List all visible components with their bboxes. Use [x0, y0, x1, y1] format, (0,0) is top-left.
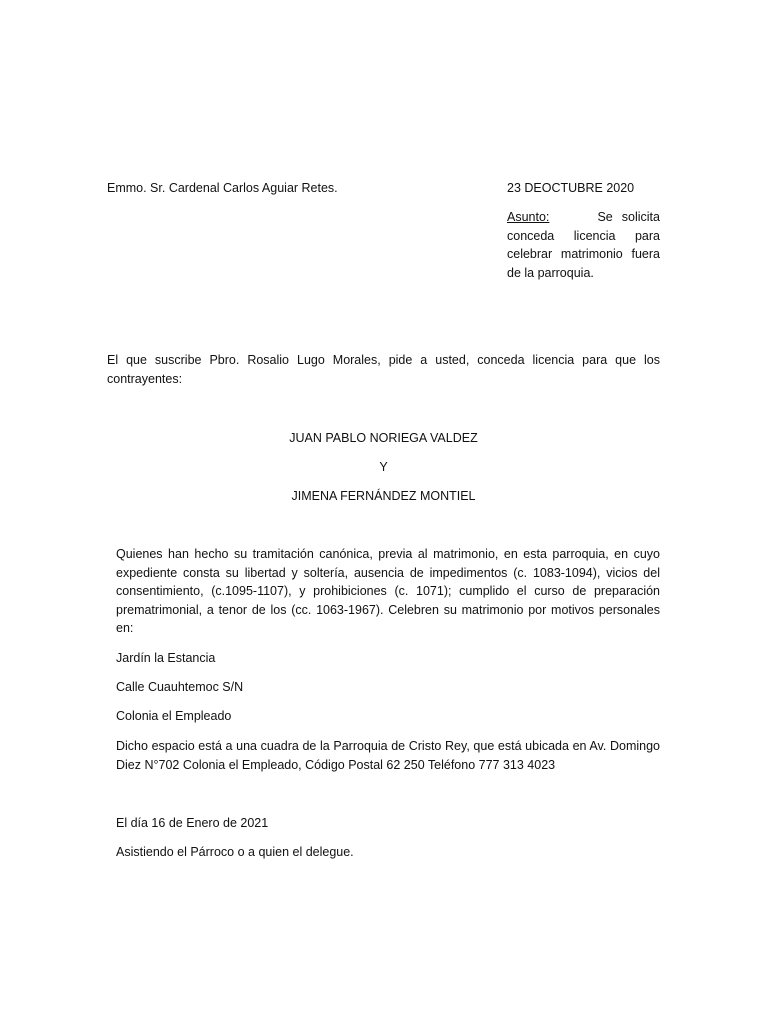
subject-label: Asunto:: [507, 210, 550, 224]
bride-name: JIMENA FERNÁNDEZ MONTIEL: [291, 489, 476, 503]
recipient-line: Emmo. Sr. Cardenal Carlos Aguiar Retes.: [107, 181, 338, 195]
groom-name: JUAN PABLO NORIEGA VALDEZ: [289, 431, 478, 445]
location-paragraph: Dicho espacio está a una cuadra de la Parroquia de Cristo Rey, que está ubicada en Av. Domingo Diez N°702 Colonia el Empleado, Código Postal 62 250 Teléfono 777 313 4023: [116, 739, 660, 772]
body-paragraph: Quienes han hecho su tramitación canónica, previa al matrimonio, en esta parroquia, en cuyo expediente consta su libertad y soltería, ausencia de impedimentos (c. 1083-1094), vicios del consentimiento, (c.1095-1107), y prohibiciones (c. 1071); cumplido el curso de preparación prematrimonial, a tenor de los (cc. 1063-1967). Celebren su matrimonio por motivos personales en:: [116, 547, 660, 635]
neighborhood-line: Colonia el Empleado: [116, 709, 232, 723]
connector-y: Y: [379, 460, 388, 474]
street-line: Calle Cuauhtemoc S/N: [116, 680, 244, 694]
date-line: 23 DEOCTUBRE 2020: [507, 181, 635, 195]
subject-block: [507, 208, 660, 283]
event-date-line: El día 16 de Enero de 2021: [116, 816, 269, 830]
venue-line: Jardín la Estancia: [116, 651, 216, 665]
subject-text: Se solicita conceda licencia para celebrar matrimonio fuera de la parroquia.: [507, 210, 660, 281]
closing-line: Asistiendo el Párroco o a quien el delegue.: [116, 845, 354, 859]
intro-paragraph: El que suscribe Pbro. Rosalio Lugo Morales, pide a usted, conceda licencia para que los contrayentes:: [107, 353, 660, 386]
